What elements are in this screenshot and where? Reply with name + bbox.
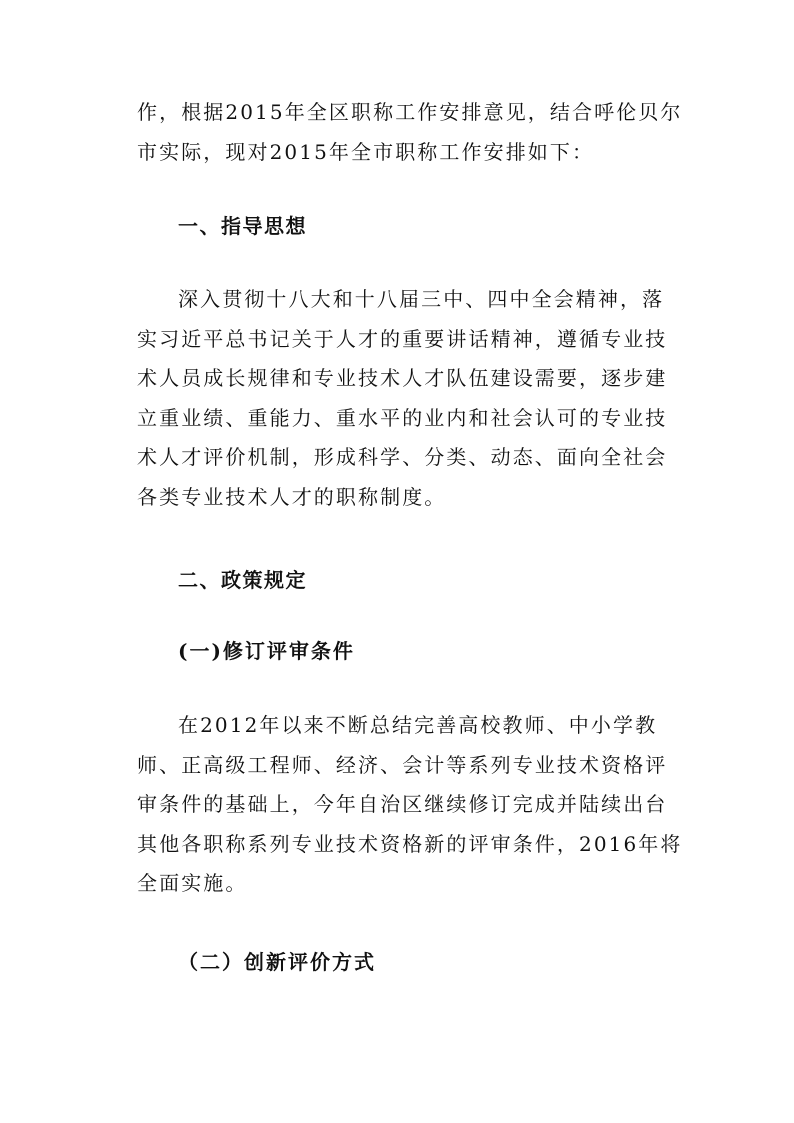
sub1-paragraph-line-4: 其他各职称系列专业技术资格新的评审条件，2016年将 — [137, 832, 683, 856]
subsection-heading-innovate-evaluation: （二）创新评价方式 — [178, 950, 376, 974]
intro-line-1: 作，根据2015年全区职称工作安排意见，结合呼伦贝尔 — [137, 100, 683, 124]
sub1-paragraph-line-1: 在2012年以来不断总结完善高校教师、中小学教 — [178, 713, 658, 737]
section1-paragraph-line-1: 深入贯彻十八大和十八届三中、四中全会精神，落 — [178, 287, 665, 311]
section1-paragraph-line-2: 实习近平总书记关于人才的重要讲话精神，遵循专业技 — [137, 327, 668, 351]
section1-paragraph-line-3: 术人员成长规律和专业技术人才队伍建设需要，逐步建 — [137, 366, 668, 390]
section-heading-guiding-ideology: 一、指导思想 — [178, 214, 307, 238]
intro-line-2: 市实际，现对2015年全市职称工作安排如下： — [137, 140, 595, 164]
sub1-paragraph-line-5: 全面实施。 — [137, 871, 248, 895]
section1-paragraph-line-6: 各类专业技术人才的职称制度。 — [137, 485, 447, 509]
section1-paragraph-line-4: 立重业绩、重能力、重水平的业内和社会认可的专业技 — [137, 406, 668, 430]
sub1-paragraph-line-2: 师、正高级工程师、经济、会计等系列专业技术资格评 — [137, 753, 668, 777]
subsection-heading-revise-criteria: (一)修订评审条件 — [178, 639, 355, 663]
section1-paragraph-line-5: 术人才评价机制，形成科学、分类、动态、面向全社会 — [137, 445, 668, 469]
sub1-paragraph-line-3: 审条件的基础上，今年自治区继续修订完成并陆续出台 — [137, 792, 668, 816]
section-heading-policy: 二、政策规定 — [178, 568, 307, 592]
